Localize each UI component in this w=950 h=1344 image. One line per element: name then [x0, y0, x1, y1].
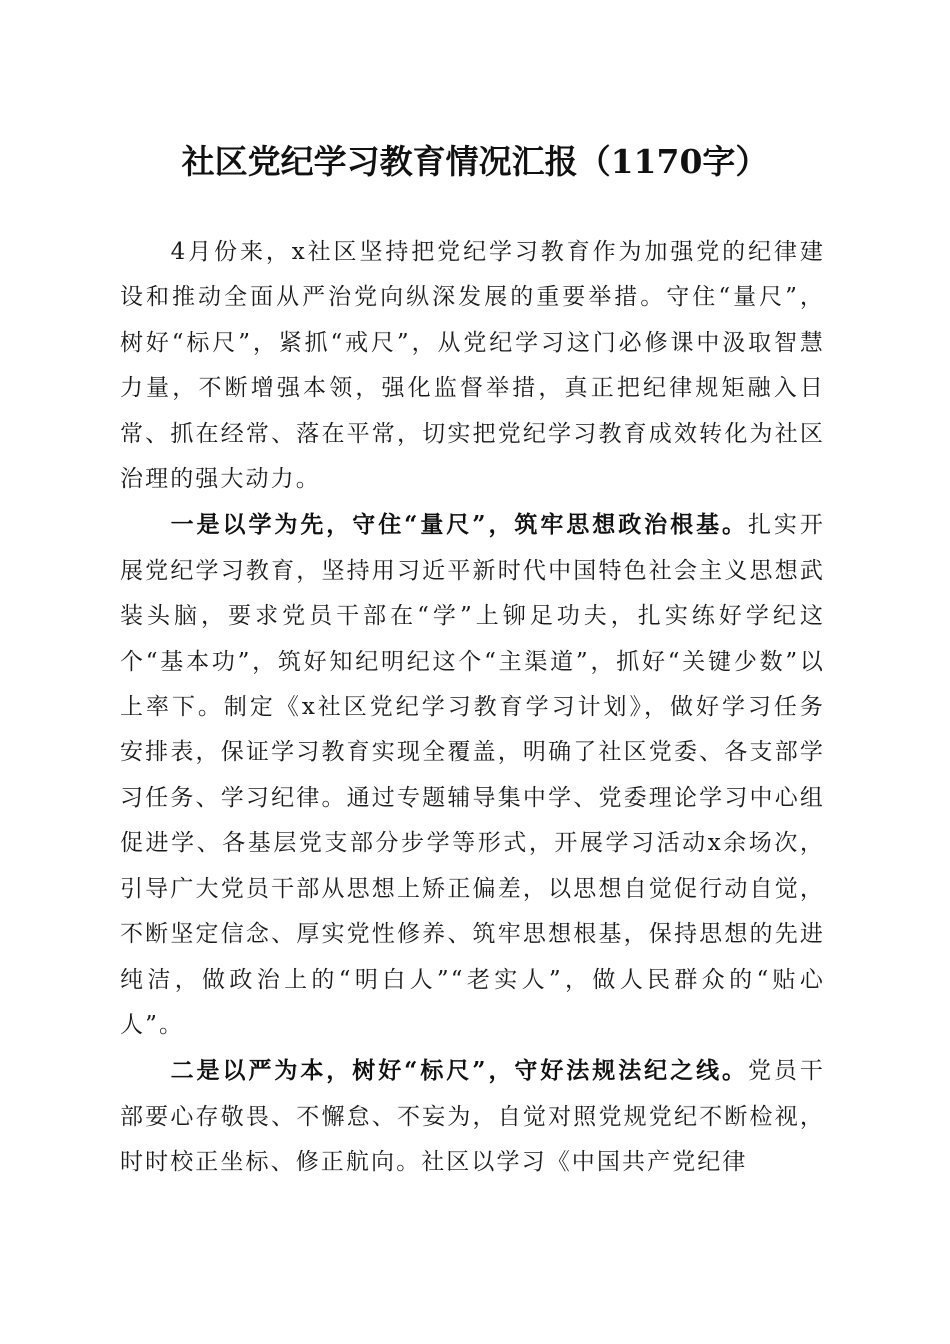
document-body	[120, 230, 825, 1186]
document-title: 社区党纪学习教育情况汇报（1170字）	[181, 142, 769, 181]
paragraph-second-point	[120, 1048, 825, 1185]
paragraph-intro	[120, 230, 825, 502]
paragraph-lead-heading: 二是以严为本，树好“标尺”，守好法规法纪之线。	[170, 1057, 748, 1085]
paragraph-lead-heading: 一是以学为先，守住“量尺”，筑牢思想政治根基。	[170, 511, 748, 539]
paragraph-text: 党员干部要心存敬畏、不懈怠、不妄为，自觉对照党规党纪不断检视，时时校正坐标、修正航向。社区以学习《中国共产党纪律	[120, 1058, 825, 1176]
paragraph-text: 4月份来，x社区坚持把党纪学习教育作为加强党的纪律建设和推动全面从严治党向纵深发展的重要举措。守住“量尺”，树好“标尺”，紧抓“戒尺”，从党纪学习这门必修课中汲取智慧力量，不断增强本领，强化监督举措，真正把纪律规矩融入日常、抓在经常、落在平常，切实把党纪学习教育成效转化为社区治理的强大动力。	[120, 239, 825, 493]
paragraph-first-point	[120, 502, 825, 1048]
paragraph-text: 扎实开展党纪学习教育，坚持用习近平新时代中国特色社会主义思想武装头脑，要求党员干部在“学”上铆足功夫，扎实练好学纪这个“基本功”，筑好知纪明纪这个“主渠道”，抓好“关键少数”以上率下。制定《x社区党纪学习教育学习计划》，做好学习任务安排表，保证学习教育实现全覆盖，明确了社区党委、各支部学习任务、学习纪律。通过专题辅导集中学、党委理论学习中心组促进学、各基层党支部分步学等形式，开展学习活动x余场次，引导广大党员干部从思想上矫正偏差，以思想自觉促行动自觉，不断坚定信念、厚实党性修养、筑牢思想根基，保持思想的先进纯洁，做政治上的“明白人”“老实人”，做人民群众的“贴心人”。	[120, 512, 825, 1038]
